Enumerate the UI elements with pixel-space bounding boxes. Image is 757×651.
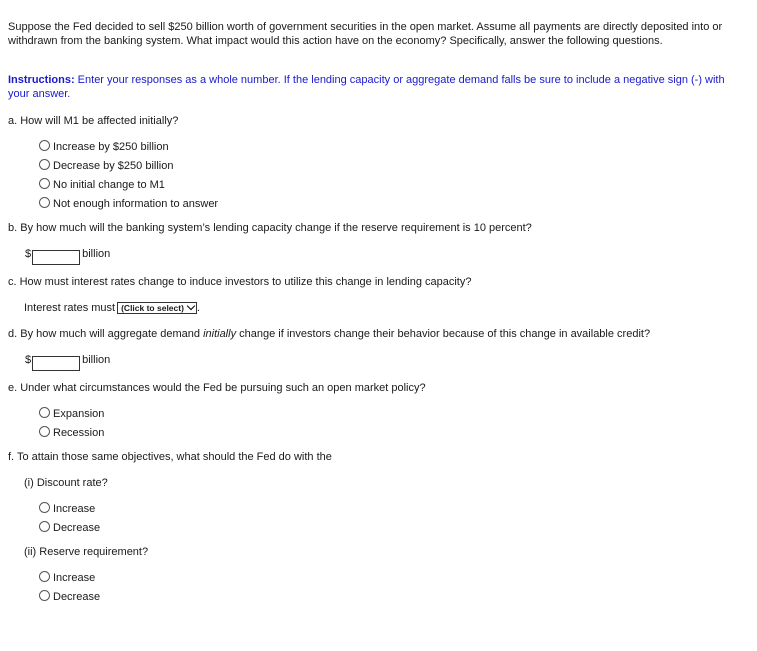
option-label: Increase	[53, 572, 96, 584]
option-label: Decrease	[53, 522, 101, 534]
question-f-i: (i) Discount rate?	[24, 477, 108, 489]
qf-ii-option-increase[interactable]	[39, 571, 95, 584]
currency-symbol: $	[25, 248, 32, 260]
option-label: Expansion	[53, 408, 105, 420]
option-label: Decrease by $250 billion	[53, 160, 174, 172]
radio-button[interactable]	[39, 571, 50, 582]
qf-i-option-increase[interactable]	[39, 502, 95, 515]
chevron-down-icon	[187, 302, 195, 310]
option-label: Increase by $250 billion	[53, 141, 169, 153]
interest-rate-select[interactable]	[117, 302, 197, 314]
radio-button[interactable]	[39, 197, 50, 208]
radio-button[interactable]	[39, 426, 50, 437]
qa-option-2[interactable]	[39, 159, 173, 172]
qc-prefix: Interest rates must	[24, 302, 116, 314]
qd-text-emphasis: initially	[203, 328, 237, 340]
option-label: Decrease	[53, 591, 101, 603]
qb-answer-row	[25, 248, 110, 265]
qd-aggregate-demand-input[interactable]	[32, 356, 80, 371]
qc-suffix: .	[196, 302, 200, 314]
radio-button[interactable]	[39, 521, 50, 532]
option-label: Recession	[53, 427, 105, 439]
qe-option-expansion[interactable]	[39, 407, 104, 420]
qc-answer-row	[24, 302, 200, 314]
option-label: Not enough information to answer	[53, 198, 219, 210]
question-d	[8, 328, 650, 340]
question-b: b. By how much will the banking system’s lending capacity change if the reserve requirement is 10 percent?	[8, 222, 532, 234]
question-f: f. To attain those same objectives, what should the Fed do with the	[8, 451, 332, 463]
select-label: (Click to select)	[121, 303, 184, 313]
instructions-text: Enter your responses as a whole number. If the lending capacity or aggregate demand falls be sure to include a negative sign (-) with your answer.	[8, 74, 725, 100]
question-e: e. Under what circumstances would the Fed be pursuing such an open market policy?	[8, 382, 426, 394]
instructions-label: Instructions:	[8, 74, 75, 86]
radio-button[interactable]	[39, 590, 50, 601]
qd-text-pre: d. By how much will aggregate demand	[8, 328, 204, 340]
radio-button[interactable]	[39, 140, 50, 151]
qf-i-option-decrease[interactable]	[39, 521, 100, 534]
radio-button[interactable]	[39, 159, 50, 170]
radio-button[interactable]	[39, 502, 50, 513]
question-f-ii: (ii) Reserve requirement?	[24, 546, 149, 558]
qf-ii-option-decrease[interactable]	[39, 590, 100, 603]
unit-label: billion	[82, 248, 111, 260]
qa-option-1[interactable]	[39, 140, 169, 153]
question-c: c. How must interest rates change to induce investors to utilize this change in lending capacity?	[8, 276, 472, 288]
qa-option-3[interactable]	[39, 178, 165, 191]
instructions	[8, 73, 728, 101]
option-label: Increase	[53, 503, 96, 515]
qe-option-recession[interactable]	[39, 426, 104, 439]
radio-button[interactable]	[39, 407, 50, 418]
currency-symbol: $	[25, 354, 32, 366]
question-a: a. How will M1 be affected initially?	[8, 115, 179, 127]
intro-text: Suppose the Fed decided to sell $250 billion worth of government securities in the open market. Assume all payments are directly deposited into or withdrawn from the banking system. What impact would this action have on the economy? Specifically, answer the following questions.	[8, 21, 723, 47]
qd-text-post: change if investors change their behavior because of this change in available credit?	[236, 328, 651, 340]
qa-option-4[interactable]	[39, 197, 218, 210]
option-label: No initial change to M1	[53, 179, 165, 191]
qb-lending-capacity-input[interactable]	[32, 250, 80, 265]
unit-label: billion	[82, 354, 111, 366]
radio-button[interactable]	[39, 178, 50, 189]
qd-answer-row	[25, 354, 110, 371]
